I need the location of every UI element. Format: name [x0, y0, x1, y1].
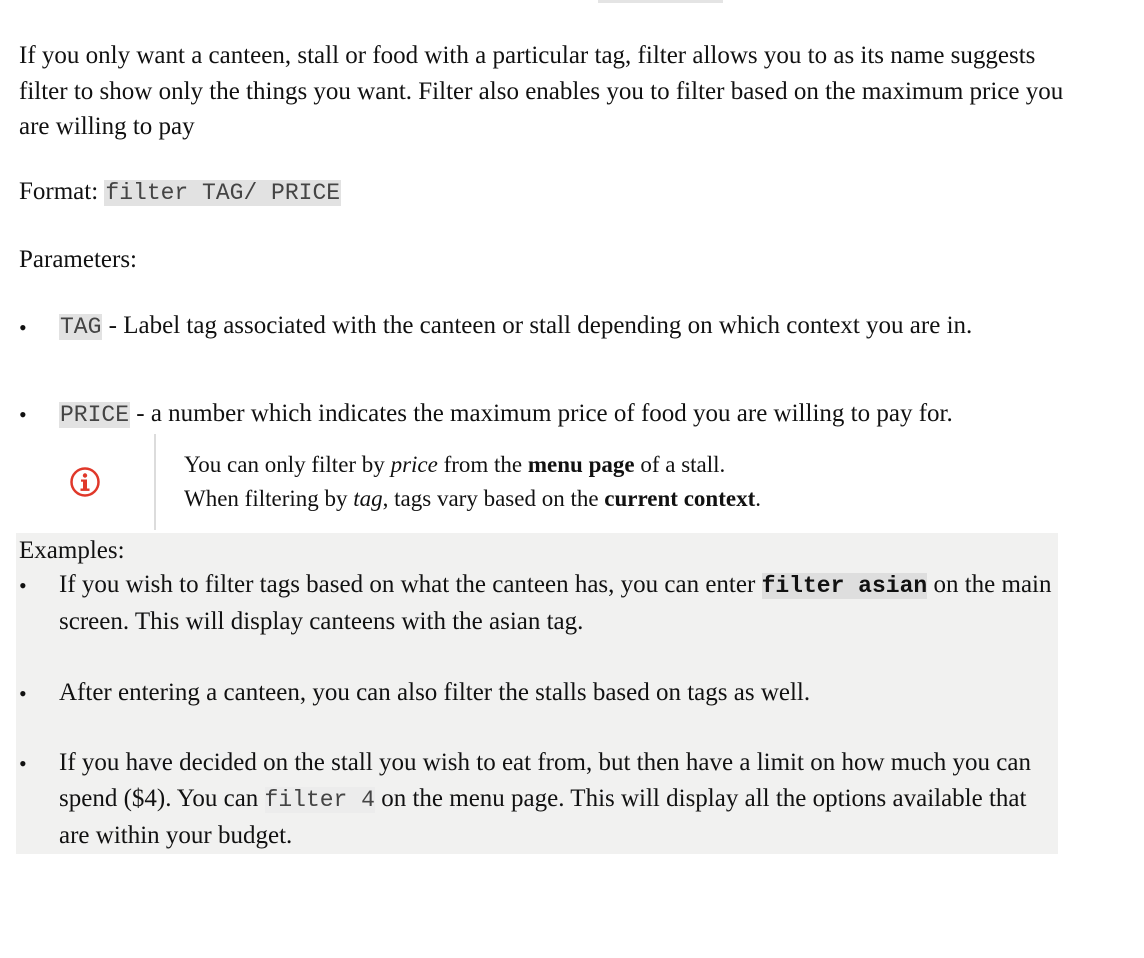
example-text: on the menu page. This will display all the options available that are within your budget.	[59, 785, 1027, 849]
bullet: •	[19, 402, 27, 427]
note-text	[184, 448, 761, 516]
top-tab-edge	[598, 0, 723, 3]
intro-paragraph: If you only want a canteen, stall or food with a particular tag, filter allows you to as its name suggests filter to show only the things you want. Filter also enables you to filter based on the maximum price you are willing to pay	[19, 42, 1064, 140]
bullet: •	[19, 681, 27, 706]
parameter-name: TAG	[60, 314, 102, 340]
note-text-run: When filtering by	[184, 486, 354, 511]
example-item-2	[59, 675, 1059, 711]
note-divider	[154, 434, 156, 530]
parameters-heading: Parameters:	[19, 246, 138, 273]
note-line-2	[184, 482, 761, 516]
parameter-desc: - a number which indicates the maximum price of food you are willing to pay for.	[130, 400, 953, 427]
info-icon	[69, 466, 101, 498]
note-emphasis: price	[390, 452, 438, 477]
parameter-item-price	[59, 396, 1059, 433]
example-code: filter asian	[761, 573, 928, 599]
example-text: If you have decided on the stall you wish to eat from, but then have a limit on how much you can spend ($4). You can	[59, 749, 1031, 812]
parameter-name: PRICE	[60, 402, 130, 428]
note-strong: current context	[604, 486, 756, 511]
note-text-run: , tags vary based on the	[382, 486, 605, 511]
note-emphasis: tag	[353, 486, 383, 511]
bullet: •	[19, 315, 27, 340]
note-text-run: .	[755, 486, 761, 511]
note-line-1	[184, 448, 761, 482]
examples-heading: Examples:	[19, 537, 125, 564]
format-line	[19, 174, 341, 212]
note-text-run: You can only filter by	[184, 452, 391, 477]
example-item-3	[59, 745, 1044, 854]
example-text: If you wish to filter tags based on what the canteen has, you can enter	[59, 571, 762, 598]
parameter-item-tag	[59, 308, 1049, 345]
note-text-run: from the	[437, 452, 528, 477]
format-label: Format:	[19, 178, 99, 205]
example-text: on the main screen. This will display canteens with the asian tag.	[59, 571, 1052, 635]
bullet: •	[19, 573, 27, 598]
format-code: filter TAG/ PRICE	[105, 180, 341, 206]
example-item-1	[59, 567, 1059, 640]
example-code: filter 4	[264, 787, 375, 813]
example-text: After entering a canteen, you can also filter the stalls based on tags as well.	[59, 679, 811, 706]
note-callout	[59, 434, 1039, 530]
note-text-run: of a stall.	[634, 452, 726, 477]
bullet: •	[19, 751, 27, 776]
parameter-desc: - Label tag associated with the canteen or stall depending on which context you are in.	[102, 312, 973, 339]
note-strong: menu page	[527, 452, 635, 477]
